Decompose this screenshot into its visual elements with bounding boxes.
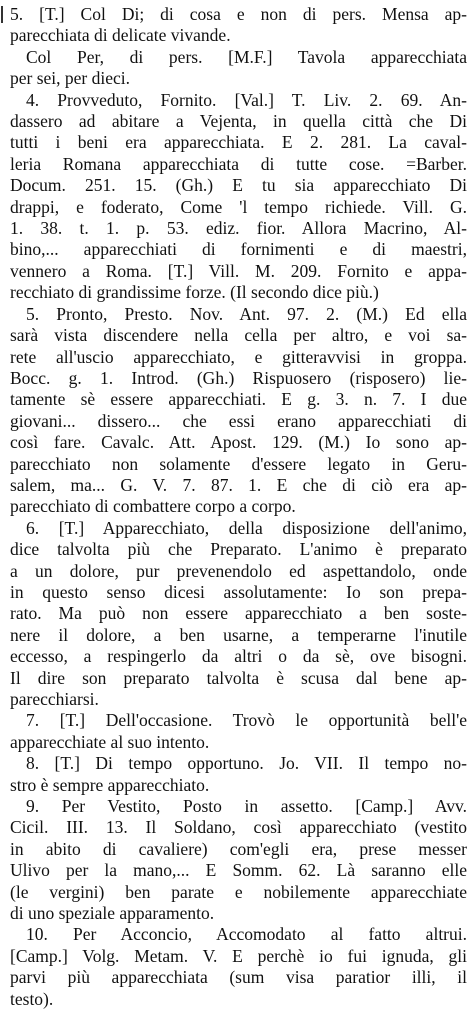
text-line: [Camp.] Volg. Metam. V. E perchè io fui ignuda, gli: [10, 945, 467, 966]
text-line: 6. [T.] Apparecchiato, della disposizione dell'animo,: [26, 517, 467, 538]
text-line: di uno speziale apparamento.: [10, 903, 215, 924]
text-line: (le vergini) ben parate e nobilemente apparecchiate: [10, 881, 467, 902]
text-line: bino,... apparecchiati di fornimenti e di maestri,: [10, 239, 467, 260]
text-line: parvi più apparecchiata (sum visa paratior illi, il: [10, 967, 467, 988]
text-line: parecchiarsi.: [10, 689, 99, 709]
text-line: a un dolore, pur prevenendolo ed aspettandolo, onde: [10, 560, 467, 581]
text-line: rato. Ma può non essere apparecchiato a ben soste-: [10, 603, 467, 624]
margin-mark: [1, 6, 3, 23]
text-line: drappi, e foderato, Come 'l tempo richiede. Vill. G.: [10, 196, 467, 217]
text-line: nere il dolore, a ben usarne, a temperarne l'inutile: [10, 624, 467, 645]
text-line: per sei, per dieci.: [10, 68, 131, 89]
text-line: Il dire son preparato talvolta è scusa dal bene ap-: [10, 667, 467, 688]
text-line: tutti i beni era apparecchiata. E 2. 281. La caval-: [10, 132, 467, 153]
entry-text-block: [10, 4, 467, 1010]
text-line: 10. Per Acconcio, Accomodato al fatto altrui.: [26, 924, 467, 945]
text-line: testo).: [10, 988, 54, 1009]
text-line: 1. 38. t. 1. p. 53. ediz. fior. Allora Macrino, Al-: [10, 218, 467, 239]
text-line: apparecchiate al suo intento.: [10, 731, 210, 752]
text-line: così fare. Cavalc. Att. Apost. 129. (M.) Io sono ap-: [10, 432, 467, 453]
text-line: Bocc. g. 1. Introd. (Gh.) Rispuosero (risposero) lie-: [10, 367, 467, 388]
text-line: 5. [T.] Col Di; di cosa e non di pers. Mensa ap-: [10, 4, 467, 24]
text-line: stro è sempre apparecchiato.: [10, 774, 210, 795]
text-line: Docum. 251. 15. (Gh.) E tu sia apparecchiato Di: [10, 175, 467, 196]
text-line: parecchiato non solamente d'essere legato in Geru-: [10, 453, 467, 474]
text-line: 5. Pronto, Presto. Nov. Ant. 97. 2. (M.) Ed ella: [26, 303, 467, 324]
text-line: parecchiata di delicate vivande.: [10, 25, 231, 46]
text-line: sarà vista discendere nella cella per altro, e voi sa-: [10, 325, 467, 346]
text-line: Col Per, di pers. [M.F.] Tavola apparecchiata: [26, 46, 467, 67]
text-line: Cicil. III. 13. Il Soldano, così apparecchiato (vestito: [10, 817, 467, 838]
text-line: leria Romana apparecchiata di tutte cose. =Barber.: [10, 153, 467, 174]
text-line: 4. Provveduto, Fornito. [Val.] T. Liv. 2. 69. An-: [26, 89, 467, 110]
text-line: parecchiato di combattere corpo a corpo.: [10, 496, 296, 517]
text-line: 9. Per Vestito, Posto in assetto. [Camp.] Avv.: [26, 796, 467, 817]
text-line: 8. [T.] Di tempo opportuno. Jo. VII. Il tempo no-: [26, 753, 467, 774]
text-line: in questo senso dicesi assolutamente: Io son prepa-: [10, 581, 467, 602]
text-line: recchiato di grandissime forze. (Il secondo dice più.): [10, 282, 379, 303]
text-line: dice talvolta più che Preparato. L'animo è preparato: [10, 539, 467, 560]
text-line: 7. [T.] Dell'occasione. Trovò le opportunità bell'e: [26, 710, 467, 731]
text-line: dassero ad abitare a Vejenta, in quella città che Di: [10, 111, 467, 132]
text-line: giovani... dissero... che essi erano apparecchiati di: [10, 410, 467, 431]
text-line: tamente sè essere apparecchiati. E g. 3. n. 7. I due: [10, 389, 467, 410]
text-line: salem, ma... G. V. 7. 87. 1. E che di ciò era ap-: [10, 474, 467, 495]
text-line: eccesso, a respingerlo da altri o da sè, ove bisogni.: [10, 646, 467, 667]
text-line: in abito di cavaliere) com'egli era, prese messer: [10, 838, 467, 859]
text-line: Ulivo per la mano,... E Somm. 62. Là saranno elle: [10, 860, 467, 881]
text-line: rete all'uscio apparecchiato, e gitteravvisi in groppa.: [10, 346, 467, 367]
text-line: vennero a Roma. [T.] Vill. M. 209. Fornito e appa-: [10, 260, 467, 281]
